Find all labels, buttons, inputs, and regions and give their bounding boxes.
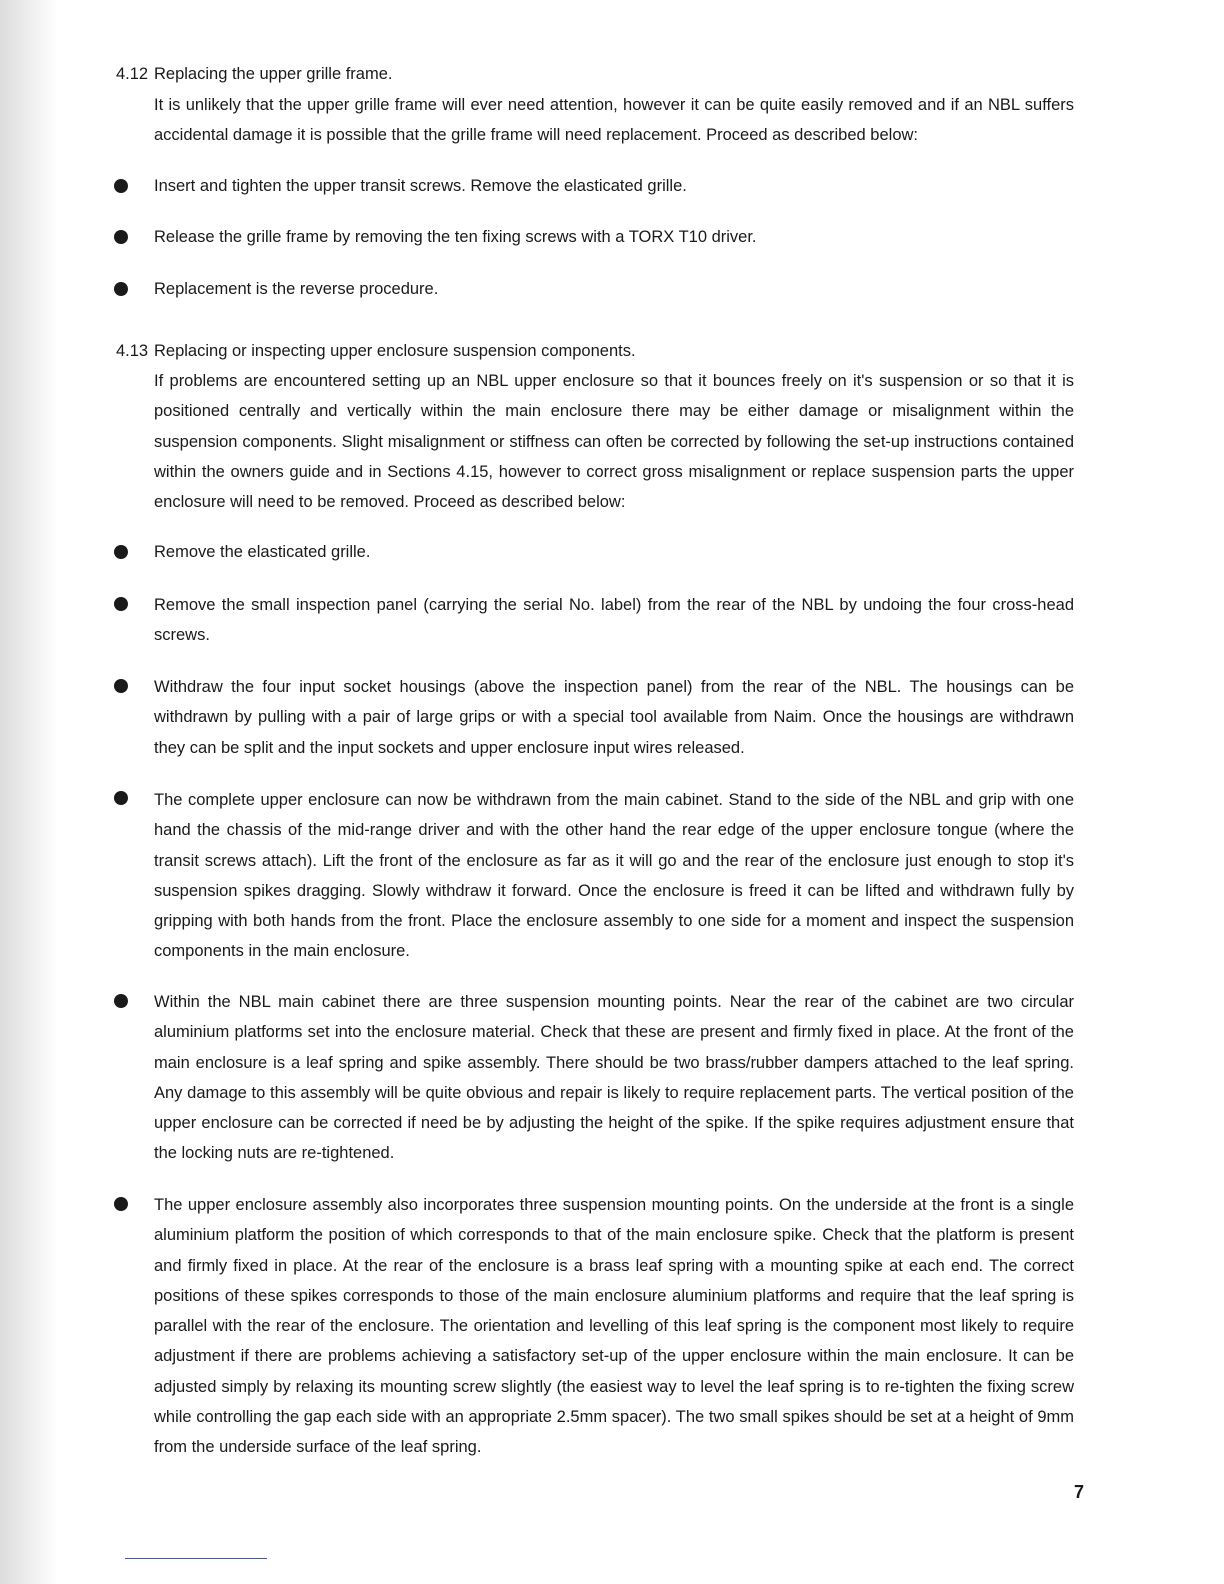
section-number: 4.13 bbox=[116, 342, 149, 360]
list-item: Within the NBL main cabinet there are three suspension mounting points. Near the rear of the cabinet are two circular aluminium platforms set into the enclosure material. Check that these are present and firmly fixed in place. At the front of the main enclosure is a leaf spring and spike assembly. There should be two brass/rubber dampers attached to the leaf spring. Any damage to this assembly will be quite obvious and repair is likely to require replacement parts. The vertical position of the upper enclosure can be corrected if need be by adjusting the height of the spike. If the spike requires adjustment ensure that the locking nuts are re-tightened. bbox=[154, 993, 1074, 1163]
section-heading-4-13 bbox=[116, 336, 636, 366]
list-item: The complete upper enclosure can now be withdrawn from the main cabinet. Stand to the side of the NBL and grip with one hand the chassis of the mid-range driver and with the other hand the rear edge of the upper enclosure tongue (where the transit screws attach). Lift the front of the enclosure as far as it will go and the rear of the enclosure just enough to stop it's suspension spikes dragging. Slowly withdraw it forward. Once the enclosure is freed it can be lifted and withdrawn fully by gripping with both hands from the front. Place the enclosure assembly to one side for a moment and inspect the suspension components in the main enclosure. bbox=[154, 791, 1074, 961]
list-item: Remove the small inspection panel (carrying the serial No. label) from the rear of the NBL by undoing the four cross-head screws. bbox=[154, 596, 1074, 645]
footer-rule bbox=[125, 1558, 267, 1559]
bullet-icon bbox=[114, 1197, 128, 1211]
bullet-icon bbox=[114, 994, 128, 1008]
list-item: Replacement is the reverse procedure. bbox=[154, 280, 439, 298]
bullet-icon bbox=[114, 282, 128, 296]
bullet-icon bbox=[114, 179, 128, 193]
section-number: 4.12 bbox=[116, 65, 149, 83]
bullet-icon bbox=[114, 545, 128, 559]
section-intro-4-13: If problems are encountered setting up an NBL upper enclosure so that it bounces freely on it's suspension or so that it is positioned centrally and vertically within the main enclosure there may be either damage or misalignment within the suspension components. Slight misalignment or stiffness can often be corrected by following the set-up instructions contained within the owners guide and in Sections 4.15, however to correct gross misalignment or replace suspension parts the upper enclosure will need to be removed. Proceed as described below: bbox=[154, 372, 1074, 512]
bullet-icon bbox=[114, 597, 128, 611]
section-title: Replacing or inspecting upper enclosure suspension components. bbox=[154, 342, 636, 360]
section-heading-4-12 bbox=[116, 59, 392, 89]
bullet-icon bbox=[114, 230, 128, 244]
section-title: Replacing the upper grille frame. bbox=[154, 65, 393, 83]
section-intro-4-12: It is unlikely that the upper grille frame will ever need attention, however it can be quite easily removed and if an NBL suffers accidental damage it is possible that the grille frame will need replacement. Proceed as described below: bbox=[154, 96, 1074, 145]
bullet-icon bbox=[114, 679, 128, 693]
list-item: Insert and tighten the upper transit screws. Remove the elasticated grille. bbox=[154, 177, 687, 195]
list-item: The upper enclosure assembly also incorporates three suspension mounting points. On the underside at the front is a single aluminium platform the position of which corresponds to that of the main enclosure spike. Check that the platform is present and firmly fixed in place. At the rear of the enclosure is a brass leaf spring with a mounting spike at each end. The correct positions of these spikes corresponds to those of the main enclosure aluminium platforms and require that the leaf spring is parallel with the rear of the enclosure. The orientation and levelling of this leaf spring is the component most likely to require adjustment if there are problems achieving a satisfactory set-up of the upper enclosure within the main enclosure. It can be adjusted simply by relaxing its mounting screw slightly (the easiest way to level the leaf spring is to re-tighten the fixing screw while controlling the gap each side with an appropriate 2.5mm spacer). The two small spikes should be set at a height of 9mm from the underside surface of the leaf spring. bbox=[154, 1196, 1074, 1457]
list-item: Release the grille frame by removing the ten fixing screws with a TORX T10 driver. bbox=[154, 228, 757, 246]
list-item: Remove the elasticated grille. bbox=[154, 543, 371, 561]
page-number: 7 bbox=[1073, 1482, 1084, 1502]
bullet-icon bbox=[114, 791, 128, 805]
list-item: Withdraw the four input socket housings (above the inspection panel) from the rear of the NBL. The housings can be withdrawn by pulling with a pair of large grips or with a special tool available from Naim. Once the housings are withdrawn they can be split and the input sockets and upper enclosure input wires released. bbox=[154, 678, 1074, 757]
